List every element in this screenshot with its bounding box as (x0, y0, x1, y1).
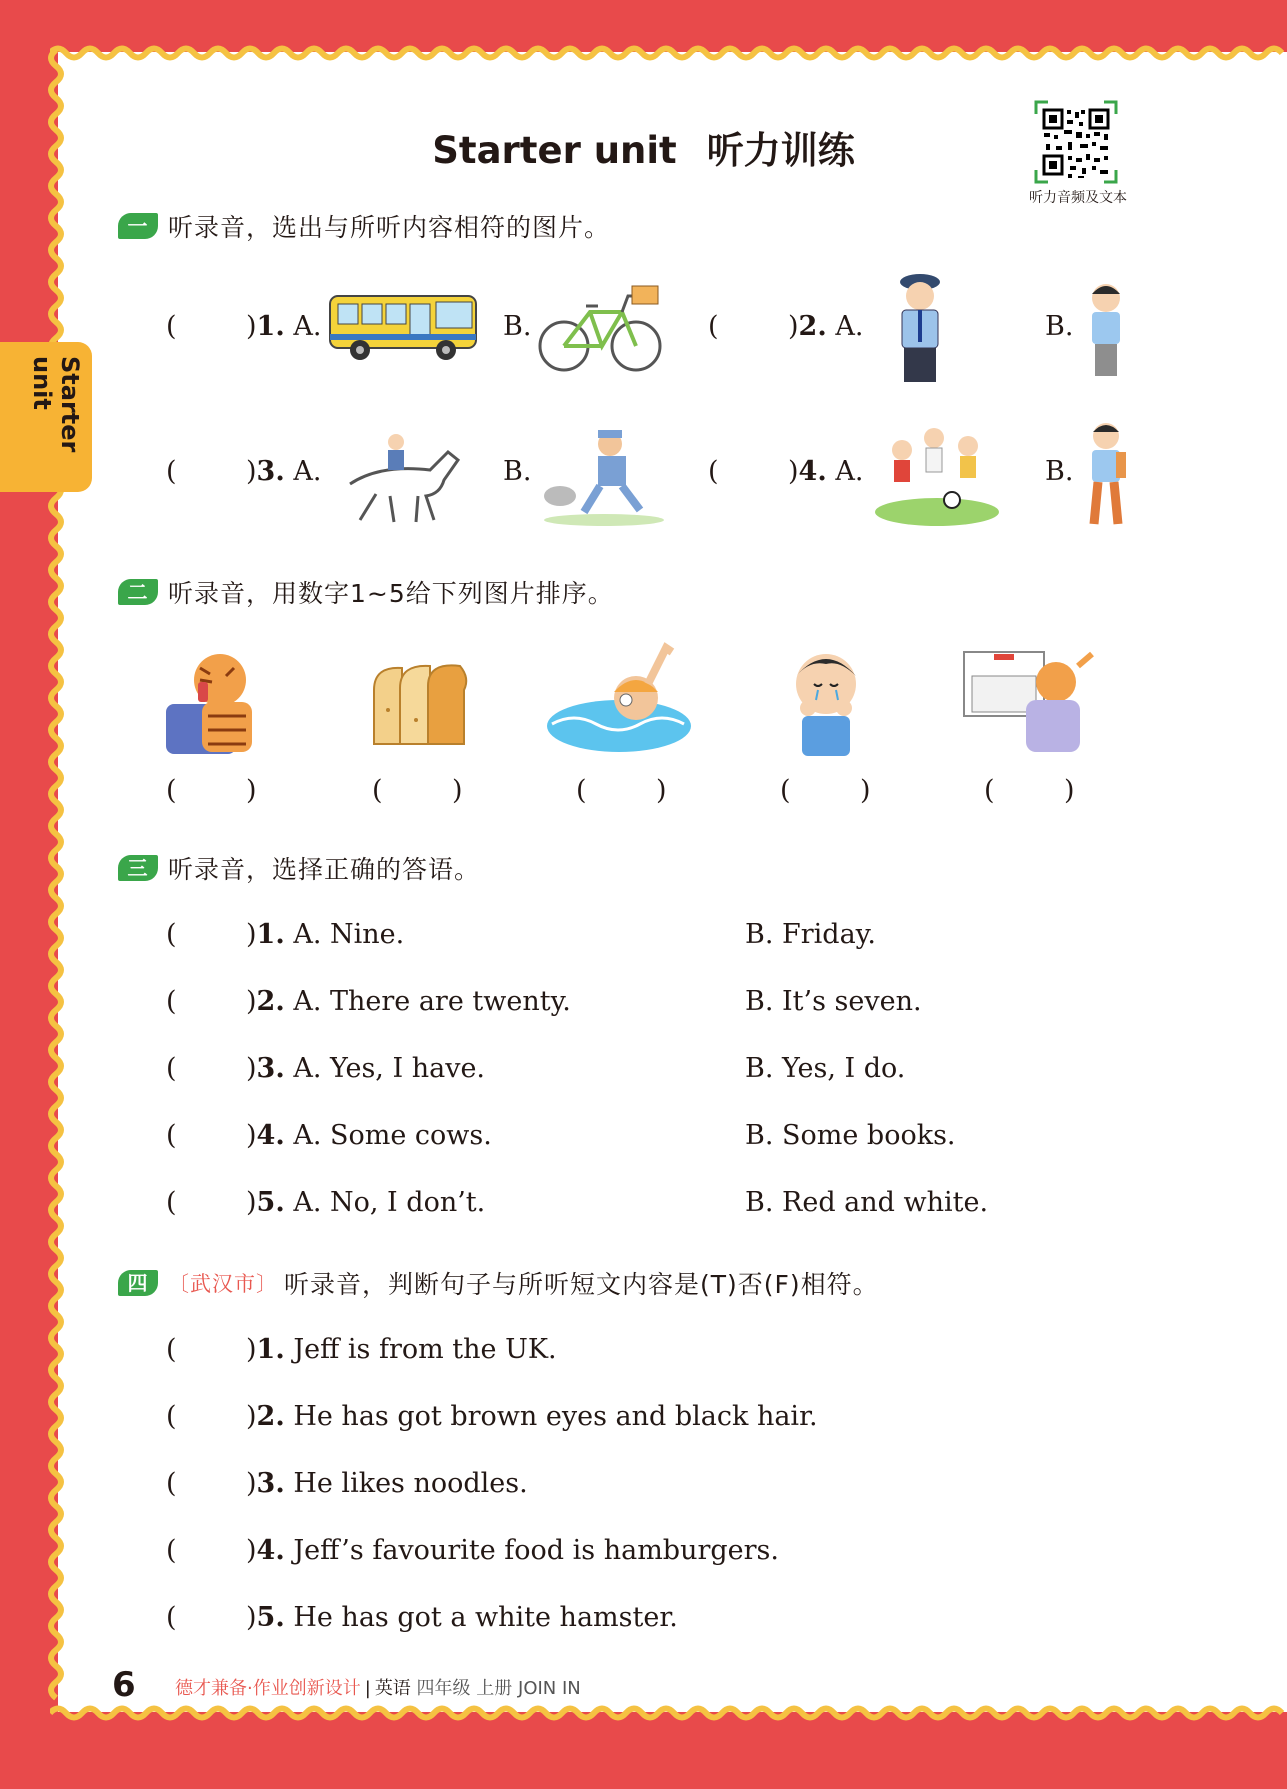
side-tab-label: Starter unit (28, 356, 84, 453)
s3-item5-a: )5. A. No, I don’t. (246, 1187, 486, 1218)
bread-picture (364, 660, 474, 750)
section3-header (118, 850, 480, 886)
paren-close: ) (1064, 775, 1075, 806)
section1-instruction: 听录音，选出与所听内容相符的图片。 (168, 213, 611, 242)
s3-item1-a: )1. A. Nine. (246, 919, 405, 950)
s1-item1-b: B. (503, 311, 532, 342)
crying-boy-picture (780, 646, 872, 758)
section4-region-tag: 〔武汉市〕 (168, 1272, 278, 1296)
s4-item1: )1. Jeff is from the UK. (246, 1334, 557, 1365)
answer-blank[interactable]: ( (166, 1053, 177, 1084)
section4-header (118, 1265, 879, 1301)
boy-picture (1082, 280, 1130, 380)
s3-item4-b: B. Some books. (745, 1120, 956, 1151)
section1-header (118, 208, 610, 244)
s3-item2-a: )2. A. There are twenty. (246, 986, 571, 1017)
answer-blank[interactable]: ( (780, 775, 791, 806)
answer-blank[interactable]: ( (166, 1401, 177, 1432)
section3-badge: 三 (118, 855, 158, 881)
bus-picture (326, 290, 484, 366)
answer-blank[interactable]: ( (576, 775, 587, 806)
section2-badge: 二 (118, 579, 158, 605)
title-en: Starter unit (432, 129, 677, 172)
swimmer-picture (544, 640, 694, 758)
section1-badge: 一 (118, 213, 158, 239)
s3-item2-b: B. It’s seven. (745, 986, 922, 1017)
s4-item5: )5. He has got a white hamster. (246, 1602, 678, 1633)
s3-item5-b: B. Red and white. (745, 1187, 989, 1218)
section2-instruction: 听录音，用数字1~5给下列图片排序。 (168, 579, 614, 608)
footer-grade: 四年级 (416, 1678, 471, 1699)
s3-item4-a: )4. A. Some cows. (246, 1120, 492, 1151)
page-number: 6 (112, 1665, 136, 1705)
bottom-wave-border (50, 1704, 1287, 1722)
title-cn: 听力训练 (706, 129, 855, 172)
answer-blank[interactable]: ( (166, 986, 177, 1017)
footer-brand: 德才兼备·作业创新设计 (175, 1678, 361, 1699)
paren-close: ) (656, 775, 667, 806)
section3-instruction: 听录音，选择正确的答语。 (168, 855, 481, 884)
section4-instruction: 听录音，判断句子与所听短文内容是(T)否(F)相符。 (284, 1270, 879, 1299)
s1-item4-b: B. (1045, 456, 1074, 487)
answer-blank[interactable]: ( (166, 1468, 177, 1499)
s3-item3-a: )3. A. Yes, I have. (246, 1053, 486, 1084)
s4-item2: )2. He has got brown eyes and black hair. (246, 1401, 818, 1432)
answer-blank[interactable]: ( (166, 311, 177, 342)
s4-item3: )3. He likes noodles. (246, 1468, 528, 1499)
qr-code-icon[interactable] (1034, 100, 1118, 184)
answer-blank[interactable]: ( (166, 1120, 177, 1151)
boy-with-backpack-picture (1082, 420, 1130, 528)
kids-playing-football-picture (872, 420, 1002, 528)
s1-item3-b: B. (503, 456, 532, 487)
side-tab (0, 342, 92, 492)
bicycle-picture (536, 282, 666, 378)
qr-caption: 听力音频及文本 (1029, 190, 1127, 206)
footer-subject: 英语 (374, 1678, 411, 1699)
s3-item1-b: B. Friday. (745, 919, 876, 950)
running-man-picture (538, 424, 668, 528)
section2-header (118, 574, 614, 610)
footer-series: JOIN IN (518, 1678, 581, 1699)
tiger-cooking-picture (960, 646, 1100, 758)
footer-term: 上册 (476, 1678, 513, 1699)
s3-item3-b: B. Yes, I do. (745, 1053, 906, 1084)
answer-blank[interactable]: ( (166, 1535, 177, 1566)
top-wave-border (50, 44, 1287, 62)
answer-blank[interactable]: ( (372, 775, 383, 806)
footer-info: 德才兼备·作业创新设计 | 英语 四年级 上册 JOIN IN (175, 1678, 581, 1699)
s1-item2-b: B. (1045, 311, 1074, 342)
s1-item1-label: )1. A. (246, 311, 322, 342)
tiger-on-phone-picture (164, 646, 276, 758)
answer-blank[interactable]: ( (166, 1602, 177, 1633)
answer-blank[interactable]: ( (166, 1334, 177, 1365)
s4-item4: )4. Jeff’s favourite food is hamburgers. (246, 1535, 779, 1566)
s1-item4-label: )4. A. (788, 456, 864, 487)
answer-blank[interactable]: ( (984, 775, 995, 806)
s1-item3-label: )3. A. (246, 456, 322, 487)
answer-blank[interactable]: ( (166, 775, 177, 806)
answer-blank[interactable]: ( (166, 919, 177, 950)
paren-close: ) (860, 775, 871, 806)
answer-blank[interactable]: ( (166, 1187, 177, 1218)
left-wave-border (46, 50, 66, 1710)
answer-blank[interactable]: ( (708, 311, 719, 342)
paren-close: ) (246, 775, 257, 806)
police-officer-picture (890, 272, 950, 386)
s1-item2-label: )2. A. (788, 311, 864, 342)
horse-rider-picture (330, 424, 470, 528)
paren-close: ) (452, 775, 463, 806)
section4-badge: 四 (118, 1270, 158, 1296)
answer-blank[interactable]: ( (708, 456, 719, 487)
answer-blank[interactable]: ( (166, 456, 177, 487)
